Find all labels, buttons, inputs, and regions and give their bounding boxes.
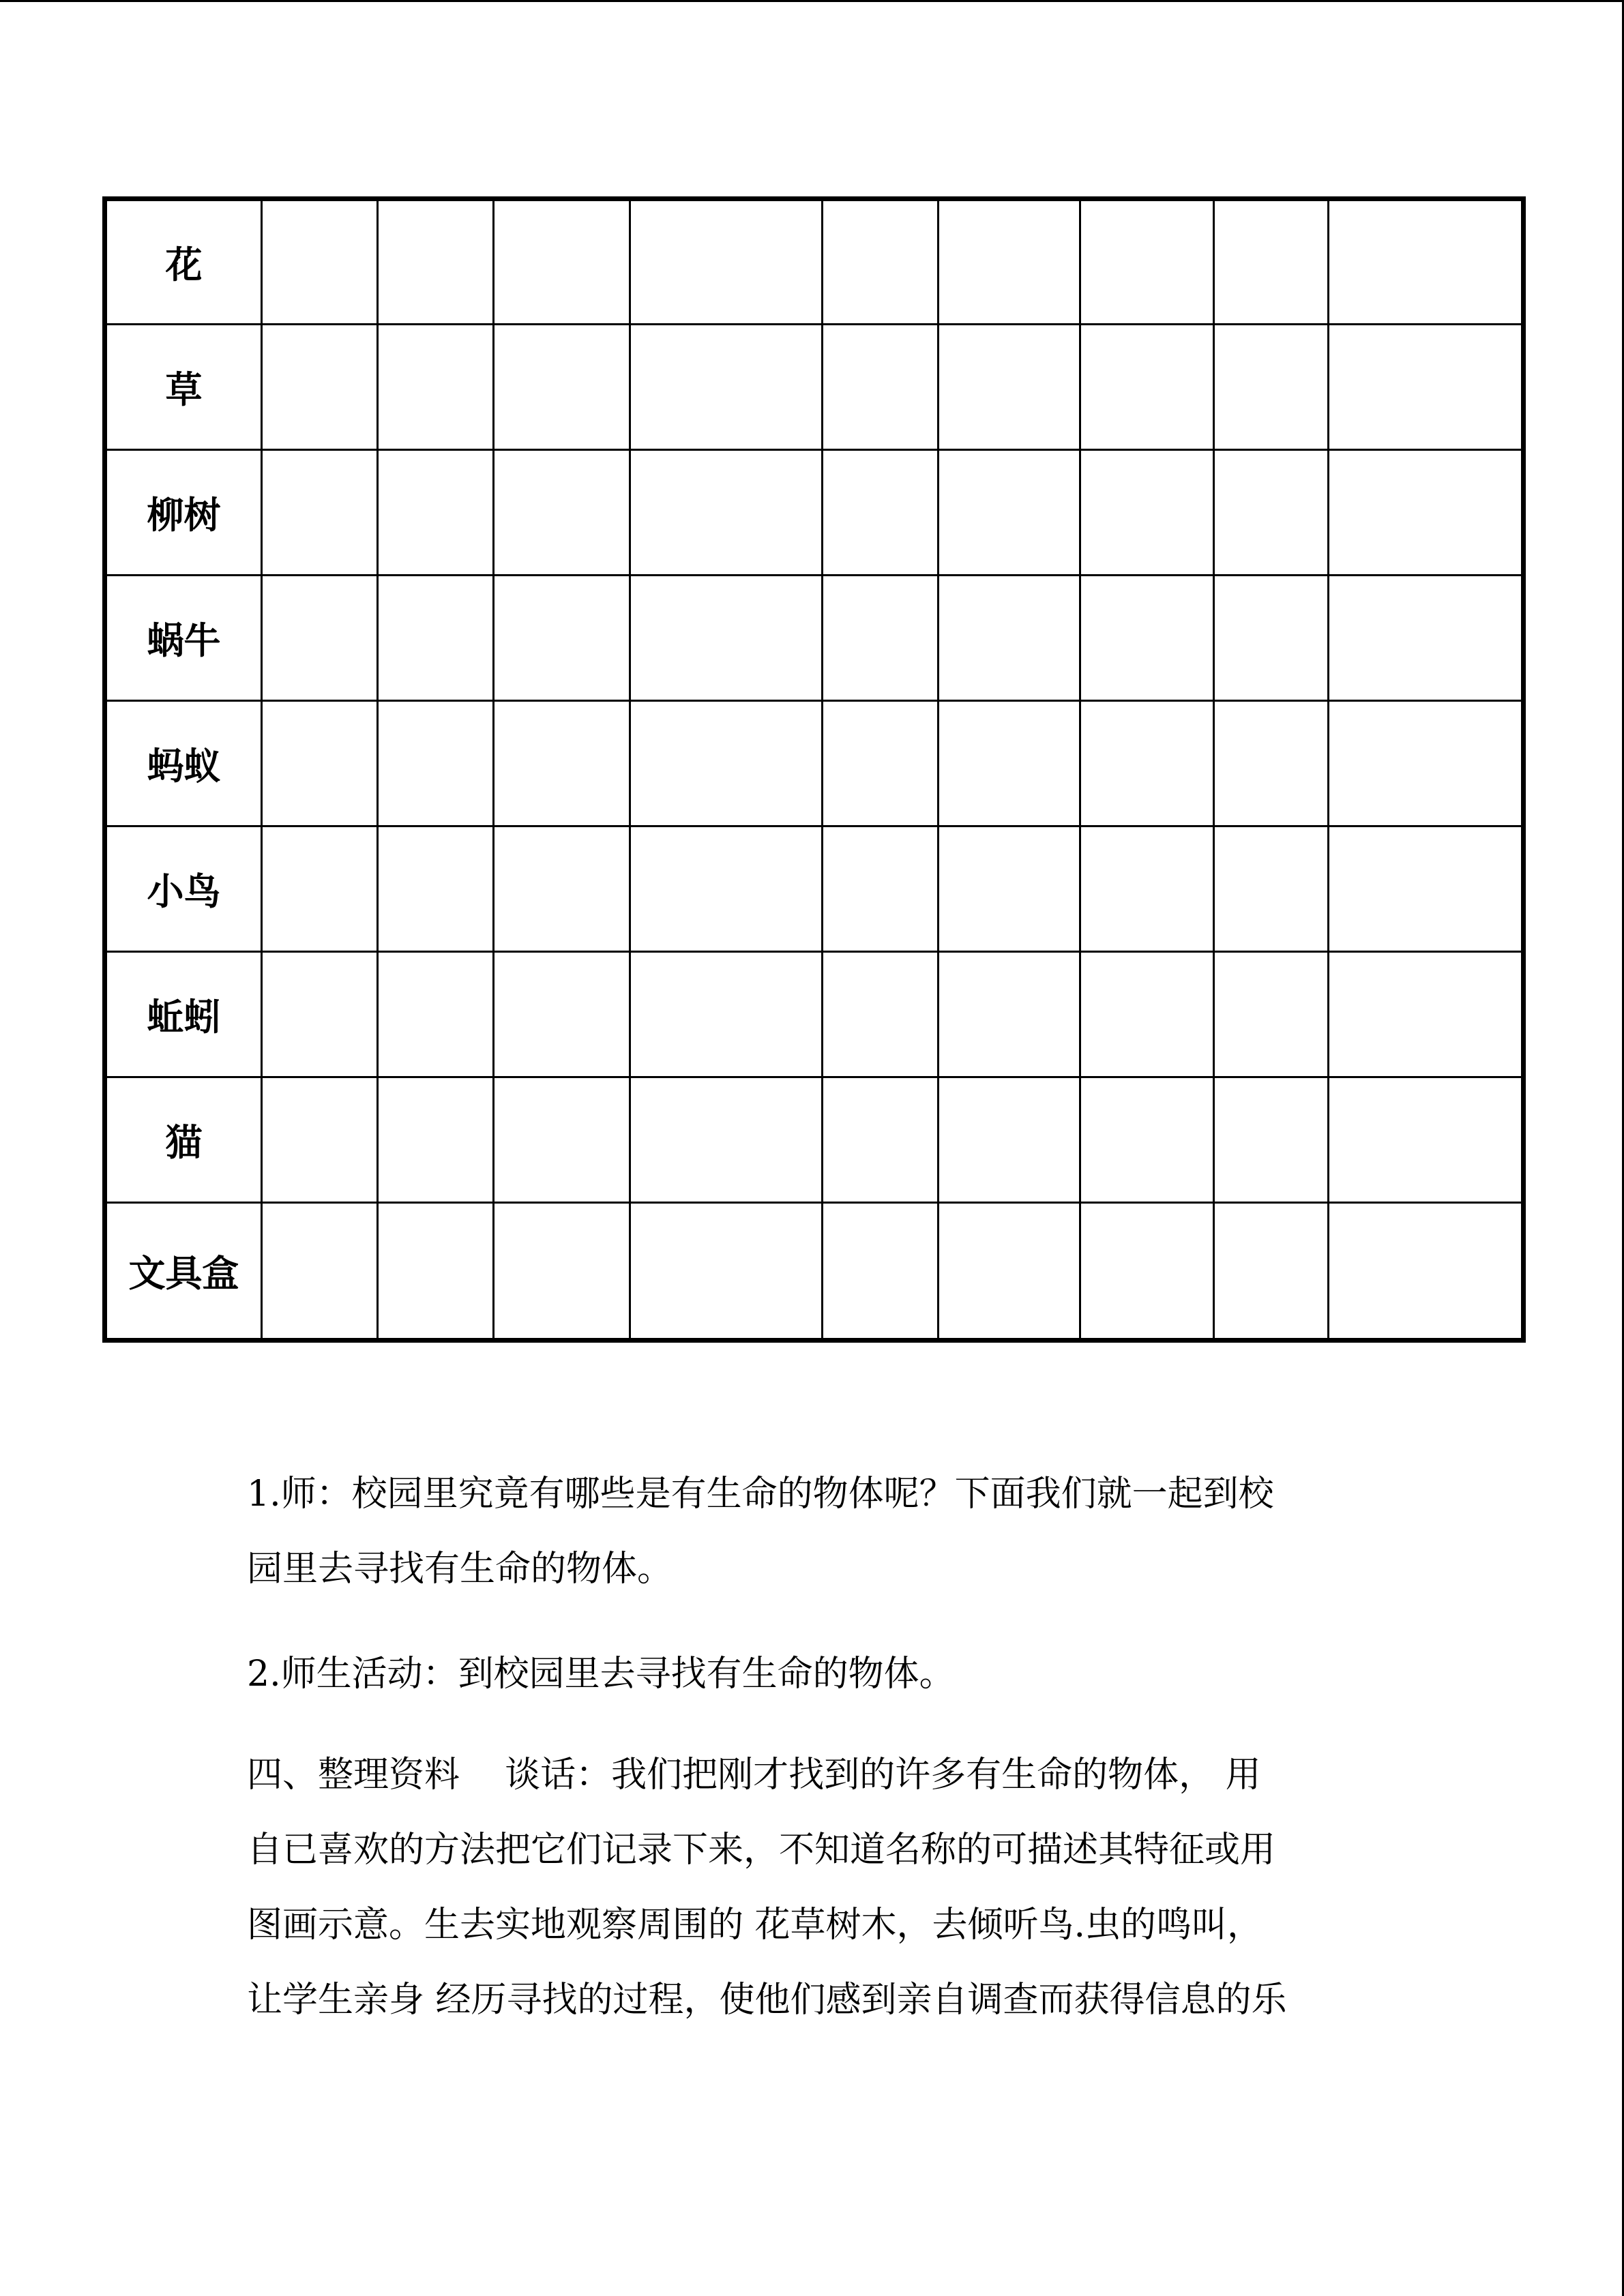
- table-cell: [630, 952, 823, 1077]
- row-label: 蚯蚓: [105, 952, 262, 1077]
- table-cell: [1329, 701, 1524, 826]
- table-cell: [262, 199, 378, 325]
- table-cell: [262, 325, 378, 450]
- table-cell: [262, 701, 378, 826]
- table-cell: [630, 450, 823, 576]
- table-cell: [1080, 826, 1214, 952]
- table-cell: [939, 199, 1080, 325]
- table-row: [105, 1077, 1524, 1203]
- paragraph-organize-data: 四、整理资料 谈话：我们把刚才找到的许多有生命的物体， 用 自已喜欢的方法把它们记录下来，不知道名称的可描述其特征或用 图画示意。生去实地观察周围的 花草树木，去倾听鸟.虫的鸣叫， 让学生亲身 经历寻找的过程，使他们感到亲自调查而获得信息的乐: [247, 1755, 1287, 2021]
- table-cell: [1214, 701, 1329, 826]
- table-cell: [494, 325, 630, 450]
- table-cell: [1214, 325, 1329, 450]
- table-cell: [262, 826, 378, 952]
- table-cell: [1329, 325, 1524, 450]
- table-cell: [939, 450, 1080, 576]
- table-cell: [1329, 1203, 1524, 1341]
- table-cell: [494, 199, 630, 325]
- observation-table: [102, 196, 1526, 1343]
- row-label: 花: [105, 199, 262, 325]
- table-cell: [1329, 1077, 1524, 1203]
- table-cell: [1080, 199, 1214, 325]
- table-cell: [494, 826, 630, 952]
- row-label: 猫: [105, 1077, 262, 1203]
- table-cell: [262, 1203, 378, 1341]
- table-cell: [378, 325, 494, 450]
- table-cell: [939, 1203, 1080, 1341]
- table-cell: [939, 1077, 1080, 1203]
- table-cell: [1080, 576, 1214, 701]
- table-cell: [823, 1203, 939, 1341]
- row-label: 草: [105, 325, 262, 450]
- table-cell: [630, 1077, 823, 1203]
- table-row: [105, 576, 1524, 701]
- table-cell: [262, 450, 378, 576]
- table-cell: [1214, 1203, 1329, 1341]
- table-cell: [823, 952, 939, 1077]
- table-cell: [1080, 952, 1214, 1077]
- table-cell: [378, 952, 494, 1077]
- table-cell: [823, 1077, 939, 1203]
- row-label: 柳树: [105, 450, 262, 576]
- table-cell: [630, 826, 823, 952]
- table-cell: [823, 199, 939, 325]
- table-cell: [1080, 1077, 1214, 1203]
- table-cell: [378, 199, 494, 325]
- table-cell: [378, 576, 494, 701]
- row-label: 蜗牛: [105, 576, 262, 701]
- table-cell: [1329, 826, 1524, 952]
- table-cell: [823, 576, 939, 701]
- row-label: 文具盒: [105, 1203, 262, 1341]
- table-cell: [1329, 576, 1524, 701]
- table-cell: [378, 1203, 494, 1341]
- table-cell: [939, 701, 1080, 826]
- table-cell: [262, 952, 378, 1077]
- table-cell: [378, 701, 494, 826]
- table-cell: [494, 701, 630, 826]
- table-cell: [1080, 1203, 1214, 1341]
- table-cell: [630, 1203, 823, 1341]
- table-cell: [823, 826, 939, 952]
- table-cell: [1329, 199, 1524, 325]
- table-row: [105, 325, 1524, 450]
- table-row: [105, 826, 1524, 952]
- table-cell: [1214, 199, 1329, 325]
- paragraph-teacher-question: 1.师：校园里究竟有哪些是有生命的物体呢？下面我们就一起到校 园里去寻找有生命的物体。: [247, 1474, 1274, 1590]
- table-cell: [630, 199, 823, 325]
- table-cell: [262, 1077, 378, 1203]
- table-cell: [494, 1077, 630, 1203]
- row-label: 小鸟: [105, 826, 262, 952]
- table-cell: [378, 1077, 494, 1203]
- table-cell: [494, 450, 630, 576]
- table-cell: [630, 576, 823, 701]
- table-row: [105, 1203, 1524, 1341]
- table-cell: [1080, 325, 1214, 450]
- table-row: [105, 199, 1524, 325]
- table-cell: [1329, 952, 1524, 1077]
- table-cell: [1080, 450, 1214, 576]
- table-cell: [1080, 701, 1214, 826]
- table-cell: [1214, 450, 1329, 576]
- table-cell: [1214, 1077, 1329, 1203]
- table-cell: [630, 701, 823, 826]
- table-cell: [1329, 450, 1524, 576]
- table-cell: [1214, 826, 1329, 952]
- table-cell: [494, 576, 630, 701]
- table-cell: [939, 325, 1080, 450]
- table-cell: [939, 826, 1080, 952]
- table-cell: [262, 576, 378, 701]
- row-label: 蚂蚁: [105, 701, 262, 826]
- table-cell: [823, 325, 939, 450]
- page-border-top: [0, 0, 1624, 2]
- table-cell: [1214, 576, 1329, 701]
- observation-table-body: [105, 199, 1524, 1341]
- table-cell: [823, 450, 939, 576]
- table-cell: [630, 325, 823, 450]
- table-cell: [939, 576, 1080, 701]
- table-cell: [1214, 952, 1329, 1077]
- table-cell: [939, 952, 1080, 1077]
- table-cell: [494, 952, 630, 1077]
- paragraph-activity: 2.师生活动：到校园里去寻找有生命的物体。: [247, 1654, 955, 1695]
- table-row: [105, 952, 1524, 1077]
- table-cell: [823, 701, 939, 826]
- table-cell: [494, 1203, 630, 1341]
- table-cell: [378, 826, 494, 952]
- table-row: [105, 450, 1524, 576]
- table-row: [105, 701, 1524, 826]
- table-cell: [378, 450, 494, 576]
